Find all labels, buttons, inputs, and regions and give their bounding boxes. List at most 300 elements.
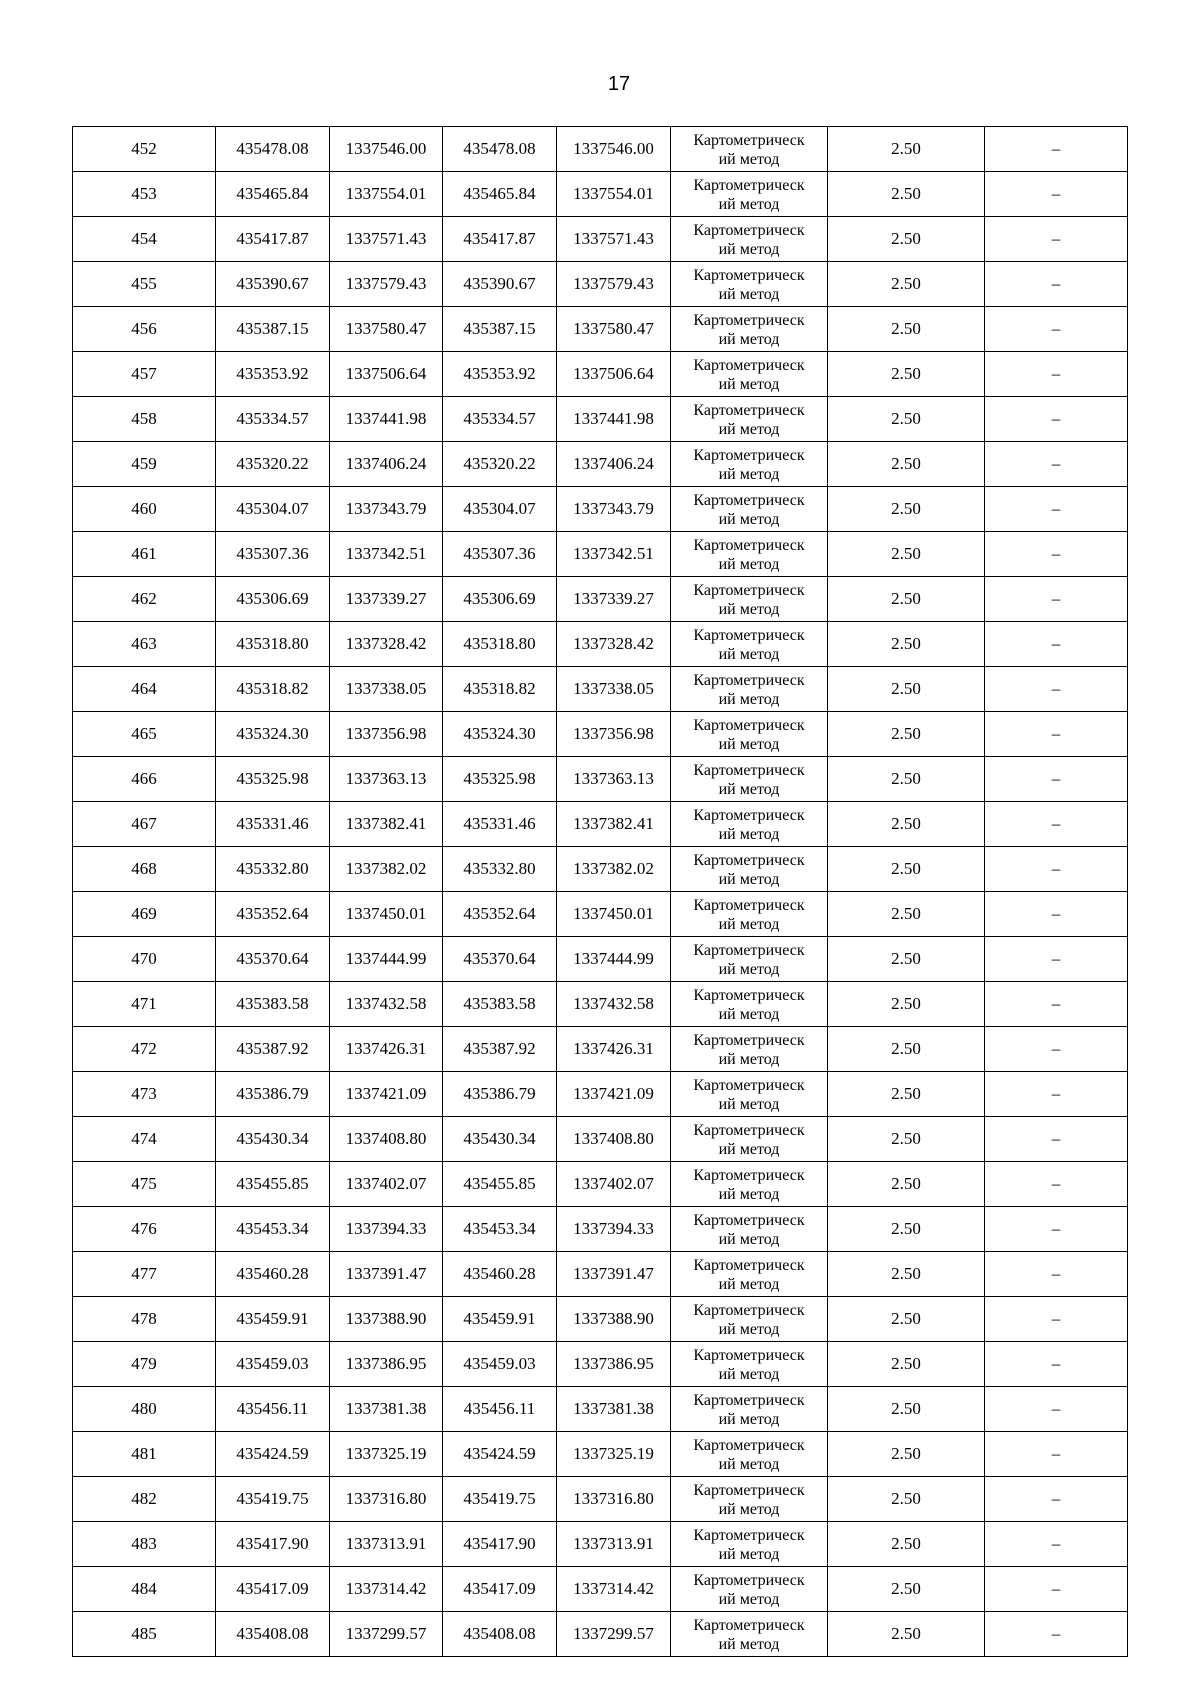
method-line-1: Картометрическ [693,1572,805,1589]
point-number-cell: 460 [73,487,216,532]
accuracy-cell: 2.50 [828,217,985,262]
x-refined-cell: 435331.46 [443,802,557,847]
accuracy-cell: 2.50 [828,1522,985,1567]
note-cell: – [985,1567,1128,1612]
method-line-1: Картометрическ [693,402,805,419]
y-refined-cell: 1337391.47 [557,1252,671,1297]
method-line-1: Картометрическ [693,1257,805,1274]
method-line-2: ий метод [718,286,780,303]
method-line-1: Картометрическ [693,1392,805,1409]
point-number-cell: 453 [73,172,216,217]
table-row [73,982,1128,1027]
x-refined-cell: 435304.07 [443,487,557,532]
x-existing-cell: 435324.30 [216,712,330,757]
method-line-1: Картометрическ [693,1122,805,1139]
accuracy-cell: 2.50 [828,712,985,757]
x-existing-cell: 435370.64 [216,937,330,982]
y-refined-cell: 1337339.27 [557,577,671,622]
y-refined-cell: 1337554.01 [557,172,671,217]
note-cell: – [985,397,1128,442]
point-number-cell: 483 [73,1522,216,1567]
table-row [73,1432,1128,1477]
note-cell: – [985,847,1128,892]
point-number-cell: 476 [73,1207,216,1252]
method-cell [671,262,828,307]
table-row [73,352,1128,397]
point-number-cell: 454 [73,217,216,262]
y-refined-cell: 1337506.64 [557,352,671,397]
method-line-2: ий метод [718,1141,780,1158]
x-refined-cell: 435465.84 [443,172,557,217]
y-existing-cell: 1337432.58 [330,982,443,1027]
x-existing-cell: 435417.87 [216,217,330,262]
method-cell [671,1072,828,1117]
coordinates-table [72,126,1128,1657]
y-existing-cell: 1337580.47 [330,307,443,352]
method-line-2: ий метод [718,241,780,258]
method-line-1: Картометрическ [693,672,805,689]
point-number-cell: 482 [73,1477,216,1522]
note-cell: – [985,1477,1128,1522]
note-cell: – [985,1522,1128,1567]
x-existing-cell: 435304.07 [216,487,330,532]
x-refined-cell: 435383.58 [443,982,557,1027]
x-existing-cell: 435383.58 [216,982,330,1027]
method-line-1: Картометрическ [693,492,805,509]
method-line-1: Картометрическ [693,177,805,194]
table-body [73,127,1128,1657]
accuracy-cell: 2.50 [828,937,985,982]
method-line-1: Картометрическ [693,582,805,599]
point-number-cell: 467 [73,802,216,847]
note-cell: – [985,1072,1128,1117]
table-row [73,1522,1128,1567]
note-cell: – [985,982,1128,1027]
method-cell [671,622,828,667]
x-existing-cell: 435306.69 [216,577,330,622]
method-cell [671,667,828,712]
table-row [73,1252,1128,1297]
note-cell: – [985,487,1128,532]
y-refined-cell: 1337402.07 [557,1162,671,1207]
x-existing-cell: 435453.34 [216,1207,330,1252]
x-existing-cell: 435331.46 [216,802,330,847]
note-cell: – [985,532,1128,577]
accuracy-cell: 2.50 [828,1342,985,1387]
y-refined-cell: 1337579.43 [557,262,671,307]
x-refined-cell: 435455.85 [443,1162,557,1207]
y-refined-cell: 1337394.33 [557,1207,671,1252]
method-cell [671,1117,828,1162]
method-cell [671,172,828,217]
method-cell [671,397,828,442]
accuracy-cell: 2.50 [828,1162,985,1207]
method-line-1: Картометрическ [693,1617,805,1634]
accuracy-cell: 2.50 [828,307,985,352]
accuracy-cell: 2.50 [828,1477,985,1522]
method-line-1: Картометрическ [693,1527,805,1544]
table-row [73,1342,1128,1387]
table-row [73,1072,1128,1117]
accuracy-cell: 2.50 [828,1432,985,1477]
note-cell: – [985,127,1128,172]
method-cell [671,1342,828,1387]
point-number-cell: 458 [73,397,216,442]
point-number-cell: 463 [73,622,216,667]
x-refined-cell: 435307.36 [443,532,557,577]
note-cell: – [985,307,1128,352]
table-row [73,172,1128,217]
note-cell: – [985,802,1128,847]
table-row [73,712,1128,757]
x-refined-cell: 435325.98 [443,757,557,802]
note-cell: – [985,262,1128,307]
method-line-2: ий метод [718,376,780,393]
accuracy-cell: 2.50 [828,847,985,892]
note-cell: – [985,442,1128,487]
accuracy-cell: 2.50 [828,757,985,802]
method-line-2: ий метод [718,1411,780,1428]
method-line-2: ий метод [718,1501,780,1518]
x-existing-cell: 435332.80 [216,847,330,892]
x-existing-cell: 435455.85 [216,1162,330,1207]
note-cell: – [985,1027,1128,1072]
table-row [73,667,1128,712]
x-refined-cell: 435370.64 [443,937,557,982]
point-number-cell: 464 [73,667,216,712]
y-refined-cell: 1337546.00 [557,127,671,172]
x-existing-cell: 435334.57 [216,397,330,442]
method-line-1: Картометрическ [693,1032,805,1049]
x-refined-cell: 435459.03 [443,1342,557,1387]
method-line-1: Картометрическ [693,312,805,329]
y-existing-cell: 1337402.07 [330,1162,443,1207]
table-row [73,1477,1128,1522]
point-number-cell: 478 [73,1297,216,1342]
method-cell [671,442,828,487]
x-existing-cell: 435318.82 [216,667,330,712]
y-existing-cell: 1337314.42 [330,1567,443,1612]
method-line-1: Картометрическ [693,132,805,149]
x-existing-cell: 435387.92 [216,1027,330,1072]
y-refined-cell: 1337388.90 [557,1297,671,1342]
y-existing-cell: 1337363.13 [330,757,443,802]
table-row [73,622,1128,667]
note-cell: – [985,622,1128,667]
y-refined-cell: 1337363.13 [557,757,671,802]
method-line-2: ий метод [718,1231,780,1248]
point-number-cell: 465 [73,712,216,757]
y-existing-cell: 1337506.64 [330,352,443,397]
point-number-cell: 473 [73,1072,216,1117]
note-cell: – [985,1117,1128,1162]
y-existing-cell: 1337343.79 [330,487,443,532]
y-existing-cell: 1337444.99 [330,937,443,982]
x-refined-cell: 435430.34 [443,1117,557,1162]
x-existing-cell: 435352.64 [216,892,330,937]
method-line-2: ий метод [718,1276,780,1293]
method-line-2: ий метод [718,601,780,618]
y-refined-cell: 1337382.02 [557,847,671,892]
accuracy-cell: 2.50 [828,1297,985,1342]
x-refined-cell: 435324.30 [443,712,557,757]
y-refined-cell: 1337580.47 [557,307,671,352]
x-existing-cell: 435424.59 [216,1432,330,1477]
table-row [73,487,1128,532]
y-existing-cell: 1337408.80 [330,1117,443,1162]
x-refined-cell: 435320.22 [443,442,557,487]
note-cell: – [985,217,1128,262]
x-existing-cell: 435318.80 [216,622,330,667]
y-refined-cell: 1337338.05 [557,667,671,712]
note-cell: – [985,1162,1128,1207]
point-number-cell: 459 [73,442,216,487]
method-cell [671,127,828,172]
method-cell [671,487,828,532]
y-refined-cell: 1337406.24 [557,442,671,487]
point-number-cell: 471 [73,982,216,1027]
note-cell: – [985,1612,1128,1657]
method-line-1: Картометрическ [693,537,805,554]
accuracy-cell: 2.50 [828,352,985,397]
method-line-1: Картометрическ [693,627,805,644]
x-refined-cell: 435334.57 [443,397,557,442]
method-line-2: ий метод [718,871,780,888]
accuracy-cell: 2.50 [828,667,985,712]
method-cell [671,352,828,397]
accuracy-cell: 2.50 [828,1567,985,1612]
method-line-1: Картометрическ [693,807,805,824]
accuracy-cell: 2.50 [828,1612,985,1657]
note-cell: – [985,1432,1128,1477]
y-existing-cell: 1337441.98 [330,397,443,442]
note-cell: – [985,1207,1128,1252]
x-existing-cell: 435419.75 [216,1477,330,1522]
y-refined-cell: 1337382.41 [557,802,671,847]
y-existing-cell: 1337450.01 [330,892,443,937]
table-row [73,757,1128,802]
method-line-2: ий метод [718,1096,780,1113]
y-existing-cell: 1337325.19 [330,1432,443,1477]
x-existing-cell: 435320.22 [216,442,330,487]
y-refined-cell: 1337426.31 [557,1027,671,1072]
point-number-cell: 481 [73,1432,216,1477]
y-refined-cell: 1337343.79 [557,487,671,532]
method-cell [671,1297,828,1342]
method-cell [671,982,828,1027]
y-existing-cell: 1337394.33 [330,1207,443,1252]
table-row [73,397,1128,442]
method-line-1: Картометрическ [693,1077,805,1094]
x-refined-cell: 435352.64 [443,892,557,937]
y-refined-cell: 1337328.42 [557,622,671,667]
method-line-1: Картометрическ [693,987,805,1004]
method-cell [671,712,828,757]
method-line-2: ий метод [718,691,780,708]
method-line-1: Картометрическ [693,357,805,374]
table-row [73,1387,1128,1432]
y-existing-cell: 1337381.38 [330,1387,443,1432]
y-existing-cell: 1337391.47 [330,1252,443,1297]
y-existing-cell: 1337579.43 [330,262,443,307]
method-cell [671,1567,828,1612]
method-line-2: ий метод [718,1321,780,1338]
method-line-2: ий метод [718,331,780,348]
point-number-cell: 468 [73,847,216,892]
method-line-2: ий метод [718,1366,780,1383]
x-refined-cell: 435408.08 [443,1612,557,1657]
table-row [73,1117,1128,1162]
point-number-cell: 485 [73,1612,216,1657]
method-line-2: ий метод [718,1546,780,1563]
x-existing-cell: 435408.08 [216,1612,330,1657]
x-existing-cell: 435459.91 [216,1297,330,1342]
method-line-1: Картометрическ [693,1167,805,1184]
note-cell: – [985,1252,1128,1297]
method-line-1: Картометрическ [693,897,805,914]
method-cell [671,937,828,982]
y-existing-cell: 1337426.31 [330,1027,443,1072]
y-refined-cell: 1337342.51 [557,532,671,577]
method-cell [671,757,828,802]
x-refined-cell: 435456.11 [443,1387,557,1432]
table-row [73,307,1128,352]
x-existing-cell: 435465.84 [216,172,330,217]
note-cell: – [985,1297,1128,1342]
table-row [73,262,1128,307]
x-refined-cell: 435417.90 [443,1522,557,1567]
accuracy-cell: 2.50 [828,622,985,667]
y-existing-cell: 1337299.57 [330,1612,443,1657]
method-line-2: ий метод [718,151,780,168]
method-line-1: Картометрическ [693,1437,805,1454]
method-line-1: Картометрическ [693,1302,805,1319]
point-number-cell: 469 [73,892,216,937]
accuracy-cell: 2.50 [828,1072,985,1117]
method-line-2: ий метод [718,961,780,978]
method-line-1: Картометрическ [693,222,805,239]
point-number-cell: 479 [73,1342,216,1387]
x-existing-cell: 435478.08 [216,127,330,172]
method-line-2: ий метод [718,1456,780,1473]
note-cell: – [985,937,1128,982]
point-number-cell: 461 [73,532,216,577]
x-refined-cell: 435424.59 [443,1432,557,1477]
y-existing-cell: 1337406.24 [330,442,443,487]
y-refined-cell: 1337450.01 [557,892,671,937]
y-refined-cell: 1337325.19 [557,1432,671,1477]
x-refined-cell: 435387.15 [443,307,557,352]
method-line-2: ий метод [718,466,780,483]
method-cell [671,1432,828,1477]
accuracy-cell: 2.50 [828,1117,985,1162]
table-row [73,532,1128,577]
y-existing-cell: 1337316.80 [330,1477,443,1522]
point-number-cell: 455 [73,262,216,307]
x-existing-cell: 435417.90 [216,1522,330,1567]
y-existing-cell: 1337388.90 [330,1297,443,1342]
method-cell [671,577,828,622]
method-line-1: Картометрическ [693,852,805,869]
method-line-2: ий метод [718,736,780,753]
method-cell [671,847,828,892]
method-line-1: Картометрическ [693,267,805,284]
page-number: 17 [607,73,631,95]
method-line-1: Картометрическ [693,717,805,734]
point-number-cell: 462 [73,577,216,622]
x-refined-cell: 435386.79 [443,1072,557,1117]
y-existing-cell: 1337356.98 [330,712,443,757]
method-line-2: ий метод [718,1636,780,1653]
point-number-cell: 474 [73,1117,216,1162]
table-row [73,217,1128,262]
x-existing-cell: 435460.28 [216,1252,330,1297]
accuracy-cell: 2.50 [828,172,985,217]
point-number-cell: 456 [73,307,216,352]
x-refined-cell: 435332.80 [443,847,557,892]
note-cell: – [985,352,1128,397]
method-line-2: ий метод [718,1186,780,1203]
table-row [73,127,1128,172]
point-number-cell: 452 [73,127,216,172]
method-line-1: Картометрическ [693,1482,805,1499]
y-existing-cell: 1337571.43 [330,217,443,262]
point-number-cell: 472 [73,1027,216,1072]
method-line-1: Картометрическ [693,942,805,959]
note-cell: – [985,667,1128,712]
x-refined-cell: 435390.67 [443,262,557,307]
y-refined-cell: 1337571.43 [557,217,671,262]
method-line-1: Картометрическ [693,1212,805,1229]
table-row [73,892,1128,937]
accuracy-cell: 2.50 [828,1387,985,1432]
point-number-cell: 457 [73,352,216,397]
accuracy-cell: 2.50 [828,1027,985,1072]
y-existing-cell: 1337386.95 [330,1342,443,1387]
table-row [73,1612,1128,1657]
table-row [73,577,1128,622]
method-cell [671,217,828,262]
note-cell: – [985,892,1128,937]
method-cell [671,1027,828,1072]
y-existing-cell: 1337339.27 [330,577,443,622]
method-line-1: Картометрическ [693,447,805,464]
y-existing-cell: 1337554.01 [330,172,443,217]
y-existing-cell: 1337421.09 [330,1072,443,1117]
x-refined-cell: 435353.92 [443,352,557,397]
table-row [73,1027,1128,1072]
note-cell: – [985,172,1128,217]
accuracy-cell: 2.50 [828,487,985,532]
y-refined-cell: 1337381.38 [557,1387,671,1432]
point-number-cell: 470 [73,937,216,982]
y-existing-cell: 1337546.00 [330,127,443,172]
method-cell [671,892,828,937]
method-cell [671,307,828,352]
y-refined-cell: 1337316.80 [557,1477,671,1522]
note-cell: – [985,1387,1128,1432]
method-cell [671,1612,828,1657]
x-refined-cell: 435459.91 [443,1297,557,1342]
point-number-cell: 475 [73,1162,216,1207]
method-line-1: Картометрическ [693,762,805,779]
x-refined-cell: 435478.08 [443,127,557,172]
method-line-2: ий метод [718,1051,780,1068]
method-cell [671,1387,828,1432]
method-line-2: ий метод [718,826,780,843]
y-refined-cell: 1337444.99 [557,937,671,982]
y-existing-cell: 1337382.41 [330,802,443,847]
